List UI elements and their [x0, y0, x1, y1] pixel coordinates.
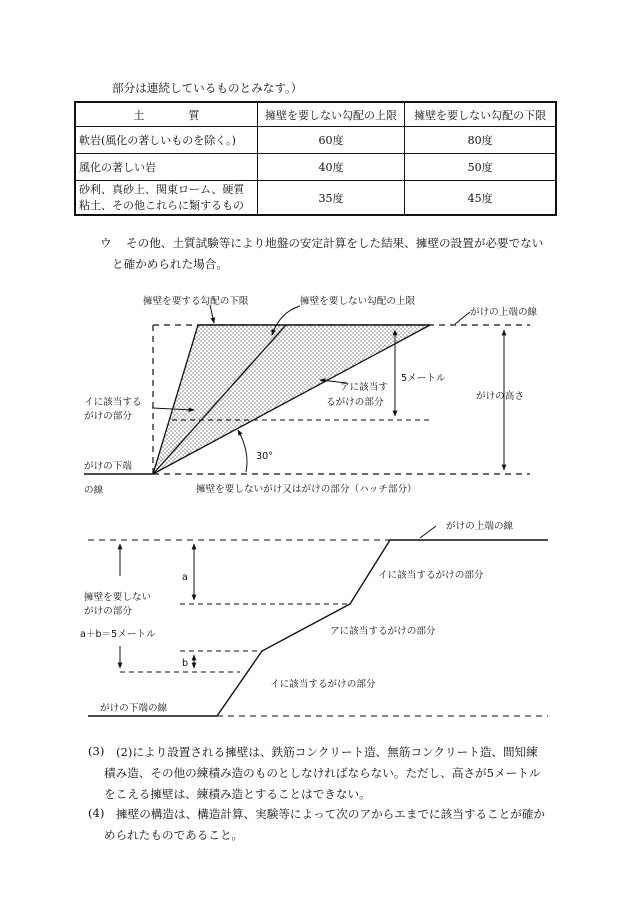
label-i-part: イに該当する [84, 397, 142, 408]
label-a: a [182, 572, 188, 583]
intro-note: 部分は連続しているものとみなす。） [112, 81, 303, 95]
leader-top-line [455, 312, 470, 324]
cell-soil: 軟岩(風化の著しいものを除く。) [75, 127, 257, 154]
leader-lower-limit [210, 305, 214, 323]
cell-lower: 80度 [405, 127, 556, 154]
label-upper-limit: 擁壁を要しない勾配の上限 [300, 296, 416, 307]
label-i-part: がけの部分 [84, 411, 132, 422]
label-i-lower: イに該当するがけの部分 [270, 679, 376, 690]
cell-upper: 60度 [257, 127, 404, 154]
label-top-line: がけの上端の線 [470, 307, 538, 318]
angle-arc [238, 430, 247, 472]
label-no-wall: がけの部分 [84, 606, 132, 617]
para-3-line: (2)により設置される擁壁は、鉄筋コンクリート造、無筋コンクリート造、間知練 [116, 745, 538, 759]
para-3-line: 積み造、その他の練積み造のものとしなければならない。ただし、高さが5メートル [104, 766, 541, 780]
para-u-line: と確かめられた場合。 [112, 257, 228, 271]
cell-soil: 風化の著しい岩 [75, 154, 257, 181]
para-4-marker: (4) [88, 806, 105, 820]
label-bottom-line: がけの下端 [84, 461, 132, 472]
header-upper-limit: 擁壁を要しない勾配の上限 [257, 102, 404, 127]
cell-lower: 45度 [405, 181, 556, 216]
label-bottom-line: の線 [84, 485, 104, 496]
para-u-line: その他、土質試験等により地盤の安定計算をした結果、擁壁の設置が必要でない [126, 236, 544, 250]
label-b: b [182, 658, 189, 669]
label-bottom-line-2: がけの下端の線 [100, 703, 168, 714]
label-top-line-2: がけの上端の線 [446, 521, 514, 532]
para-4-line: 擁壁の構造は、構造計算、実験等によって次のアからエまでに該当することが確か [116, 807, 545, 821]
cell-lower: 50度 [405, 154, 556, 181]
label-height: がけの高さ [476, 391, 524, 402]
label-lower-limit: 擁壁を要する勾配の下限 [143, 296, 249, 307]
figure1-caption: 擁壁を要しないがけ又はがけの部分（ハッチ部分） [196, 484, 417, 495]
label-a-part-2: アに該当するがけの部分 [330, 626, 436, 637]
header-soil: 土 質 [75, 102, 257, 127]
cell-upper: 35度 [257, 181, 404, 216]
leader-top-line-2 [420, 526, 436, 538]
label-no-wall: 擁壁を要しない [84, 592, 152, 603]
header-lower-limit: 擁壁を要しない勾配の下限 [405, 102, 556, 127]
label-angle: 30° [256, 451, 274, 462]
cell-upper: 40度 [257, 154, 404, 181]
label-i-upper: イに該当するがけの部分 [378, 570, 484, 581]
para-3-line: をこえる擁壁は、練積み造とすることはできない。 [104, 787, 371, 801]
para-4-line: められたものであること。 [104, 828, 244, 842]
label-a-part: アに該当す [340, 382, 388, 393]
label-5m: 5メートル [401, 373, 446, 384]
cell-soil-line: 砂利、真砂上、関東ローム、硬質 [79, 182, 245, 196]
label-a-part: るがけの部分 [326, 397, 384, 408]
cell-soil-line: 粘土、その他これらに類するもの [79, 198, 244, 212]
label-sum: a＋b＝5メートル [80, 629, 156, 640]
para-u-marker: ウ [100, 236, 112, 250]
para-3-marker: (3) [88, 744, 105, 758]
